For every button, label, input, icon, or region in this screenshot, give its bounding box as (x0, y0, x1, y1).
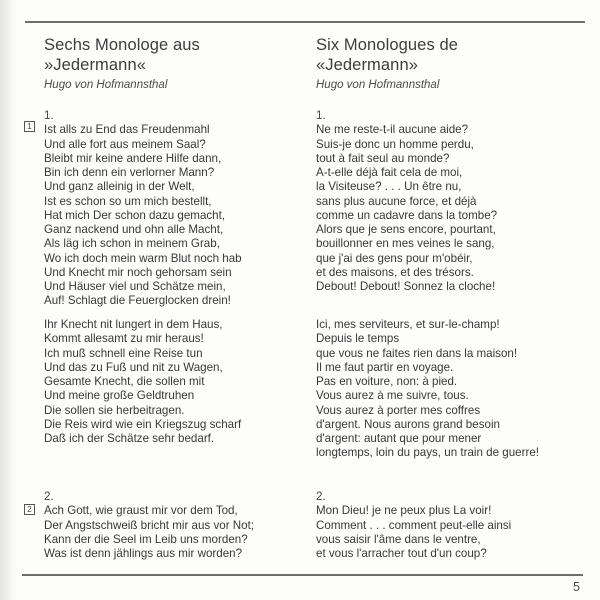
verse-line: que vous ne faites rien dans la maison! (316, 346, 518, 360)
verse-line: Ne me reste-t-il aucune aide? (316, 123, 469, 137)
verse-line: Debout! Debout! Sonnez la cloche! (316, 280, 496, 293)
german-author: Hugo von Hofmannsthal (44, 79, 168, 91)
verse-line: sans plus aucune force, et déjà (316, 194, 477, 208)
verse-line: Die sollen sie herbeitragen. (44, 403, 185, 417)
verse-line: Mon Dieu! je ne peux plus La voir! (316, 504, 492, 518)
verse-line: A-t-elle déjà fait cela de moi, (316, 166, 463, 179)
verse-line: Und ganz alleinig in der Welt, (44, 180, 195, 194)
page-number: 5 (573, 580, 580, 594)
german-column (44, 35, 304, 560)
verse-line: et des maisons, et des trésors. (316, 265, 474, 279)
verse-line: Kann der die Seel im Leib uns morden? (44, 532, 248, 546)
verse-line: Suis-je donc un homme perdu, (316, 137, 474, 151)
verse-line: Hat mich Der schon dazu gemacht, (44, 208, 226, 222)
book-spine-shadow (0, 0, 16, 600)
verse-line: que j'ai des gens pour m'obéir, (316, 251, 473, 265)
verse-line: Und das zu Fuß und nit zu Wagen, (44, 360, 223, 374)
german-title-line1: Sechs Monologe aus (44, 36, 200, 54)
french-monologue-1 (316, 109, 596, 294)
french-monologue-1-number: 1. (316, 109, 326, 122)
french-stanza-2 (316, 318, 596, 461)
verse-line: comme un cadavre dans la tombe? (316, 208, 498, 222)
verse-line: Ganz nackend und ohn alle Macht, (44, 223, 224, 236)
verse-line: Depuis le temps (316, 332, 400, 346)
french-stanza-1 (316, 123, 596, 294)
verse-line: tout à fait seul au monde? (316, 151, 450, 165)
verse-line: Und meine große Geldtruhen (44, 389, 195, 403)
verse-line: Auf! Schlagt die Feuerglocken drein! (44, 294, 231, 308)
german-monologue-2-number: 2. (44, 490, 54, 503)
verse-line: Und Knecht mir noch gehorsam sein (44, 265, 232, 279)
french-monologue-2-number: 2. (316, 490, 326, 503)
verse-line: Ich muß schnell eine Reise tun (44, 346, 203, 360)
verse-line: Als läg ich schon in meinem Grab, (44, 237, 220, 251)
verse-line: Ach Gott, wie graust mir vor dem Tod, (44, 504, 238, 518)
verse-line: Alors que je sens encore, pourtant, (316, 223, 496, 236)
bottom-rule (22, 574, 583, 576)
verse-line: Pas en voiture, non: à pied. (316, 375, 458, 388)
verse-line: Der Angstschweiß bricht mir aus vor Not; (44, 518, 255, 532)
verse-line: Daß ich der Schätze sehr bedarf. (44, 432, 215, 445)
verse-line: Bin ich denn ein verlorner Mann? (44, 166, 215, 179)
verse-line: d'argent: autant que pour mener (316, 432, 482, 445)
french-monologue-2-lines (316, 504, 596, 561)
german-stanza-2 (44, 318, 324, 446)
french-title-line2: «Jedermann» (316, 56, 419, 74)
german-monologue-2 (44, 490, 324, 561)
verse-line: Wo ich doch mein warm Blut noch hab (44, 251, 242, 265)
french-author: Hugo von Hofmannsthal (316, 79, 440, 91)
verse-line: Und alle fort aus meinem Saal? (44, 137, 206, 151)
verse-line: Und Häuser viel und Schätze mein, (44, 280, 226, 293)
verse-line: Gesamte Knecht, die sollen mit (44, 375, 205, 388)
verse-line: et vous l'arracher tout d'un coup? (316, 547, 487, 560)
verse-line: Vous aurez à me suivre, tous. (316, 389, 469, 403)
verse-line: Ist es schon so um mich bestellt, (44, 194, 212, 208)
verse-line: Ihr Knecht nit lungert in dem Haus, (44, 318, 223, 331)
french-monologue-1-stanza-2 (316, 318, 596, 461)
verse-line: Comment . . . comment peut-elle ainsi (316, 518, 512, 532)
german-monologue-1 (44, 109, 324, 309)
verse-line: vous saisir l'âme dans le ventre, (316, 532, 481, 546)
verse-line: Die Reis wird wie ein Kriegszug scharf (44, 417, 242, 431)
track-marker-1: 1 (24, 121, 35, 132)
french-column (316, 35, 576, 560)
verse-line: longtemps, loin du pays, un train de guerre! (316, 446, 539, 460)
german-stanza-1 (44, 123, 324, 308)
verse-line: Ist alls zu End das Freudenmahl (44, 123, 210, 137)
verse-line: Il me faut partir en voyage. (316, 360, 454, 374)
verse-line: Ici, mes serviteurs, et sur-le-champ! (316, 318, 500, 331)
track-marker-2: 2 (24, 504, 35, 515)
verse-line: Was ist denn jählings aus mir worden? (44, 547, 243, 560)
verse-line: Bleibt mir keine andere Hilfe dann, (44, 151, 222, 165)
verse-line: Vous aurez à porter mes coffres (316, 403, 481, 417)
french-monologue-2 (316, 490, 596, 561)
verse-line: d'argent. Nous aurons grand besoin (316, 417, 500, 431)
verse-line: bouillonner en mes veines le sang, (316, 237, 495, 251)
verse-line: Kommt allesamt zu mir heraus! (44, 332, 204, 346)
german-monologue-1-number: 1. (44, 109, 54, 122)
german-title-line2: »Jedermann« (44, 56, 147, 74)
german-monologue-2-lines (44, 504, 324, 561)
verse-line: la Visiteuse? . . . Un être nu, (316, 180, 462, 194)
top-rule (25, 21, 585, 23)
german-monologue-1-stanza-2 (44, 318, 324, 446)
french-title-line1: Six Monologues de (316, 36, 459, 54)
